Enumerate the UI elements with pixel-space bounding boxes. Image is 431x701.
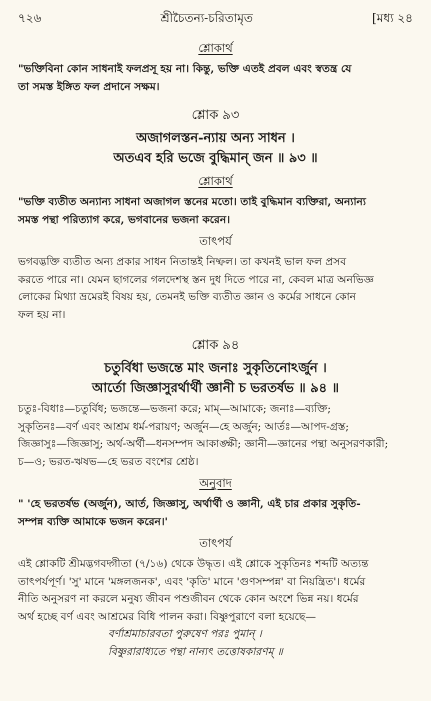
verse-94-purport: এই শ্লোকটি শ্রীমদ্ভগবদ্গীতা (৭/১৬) থেকে উদ্ধৃত। এই শ্লোকে সুকৃতিনঃ শব্দটি অত্যন্ত তাৎপর্যপূর্ণ। 'সু' মানে 'মঙ্গলজনক', এবং 'কৃতি' মানে 'গুণসম্পন্ন' বা নিয়ন্ত্রিত'। ধর্মের নীতি অনুসরণ না করলে মনুষ্য জীবন পশুজীবন থেকে কোন অংশে ভিন্ন নয়। ধর্মের অর্থ হচ্ছে বর্ণ এবং আশ্রমের বিধি পালন করা। বিষ্ণুপুরাণে বলা হয়েছে— bbox=[18, 558, 369, 623]
verse-94-translation: " 'হে ভরতর্ষভ (অর্জুন), আর্ত, জিজ্ঞাসু, অর্থার্থী ও জ্ঞানী, এই চার প্রকার সুকৃতি- সম্পন্ন ব্যক্তি আমাকে ভজন করেন।' bbox=[18, 498, 361, 528]
verse-94-text: চতুর্বিধা ভজন্তে মাং জনাঃ সুকৃতিনোঽর্জুন । আর্তো জিজ্ঞাসুরর্থার্থী জ্ঞানী চ ভরতর্ষভ ॥ ৯৪ ॥ bbox=[92, 361, 339, 396]
vishnu-purana-quote: বর্ণাশ্রমাচারবতা পুরুষেণ পরঃ পুমান্ । বিষ্ণুরারাধ্যতে পন্থা নান্যৎ তত্তোষকারণম্ ॥ bbox=[108, 628, 283, 658]
verse-93-translation: "ভক্তি ব্যতীত অন্যান্য সাধনা অজাগল স্তনের মতো। তাই বুদ্ধিমান ব্যক্তিরা, অন্যান্য সমস্ত পন্থা পরিত্যাগ করে, ভগবানের ভজনা করেন। bbox=[18, 196, 366, 226]
verse-94-synonyms: চতুঃ-বিধাঃ—চতুর্বিধ; ভজন্তে—ভজনা করে; মাম্—আমাকে; জনাঃ—ব্যক্তি; সুকৃতিনঃ—বর্ণ এবং আশ্রম ধর্ম-পরায়ণ; অর্জুন—হে অর্জুন; আর্তঃ—আপদ-গ্রস্ত; জিজ্ঞাসুঃ—জিজ্ঞাসু; অর্থ-অর্থী—ধনসম্পদ আকাঙ্ক্ষী; জ্ঞানী—জ্ঞানের পন্থা অনুসরণকারী; চ—ও; ভরত-ঋষভ—হে ভরত বংশের শ্রেষ্ঠ। bbox=[18, 403, 389, 468]
verse-94-translation-heading: অনুবাদ bbox=[199, 476, 232, 490]
verse-93-text: অজাগলস্তন-ন্যায় অন্য সাধন । অতএব হরি ভজে বুদ্ধিমান্ জন ॥ ৯৩ ॥ bbox=[113, 131, 318, 166]
page-number: ৭২৬ bbox=[18, 11, 42, 25]
verse-93-purport-heading: তাৎপর্য bbox=[199, 234, 232, 248]
verse-93-purport: ভগবদ্ভক্তি ব্যতীত অন্য প্রকার সাধন নিতান্তই নিষ্ফল। তা কখনই ভাল ফল প্রসব করতে পারে না। যেমন ছাগলের গলদেশস্থ স্তন দুধ দিতে পারে না, কেবল মাত্র অনভিজ্ঞ লোকের মিথ্যা ভ্রমেরই বিষয় হয়, তেমনই ভক্তি ব্যতীত জ্ঞান ও কর্মের সাধনে কোন ফল হয় না। bbox=[18, 256, 374, 321]
translation-heading-1: শ্লোকার্থ bbox=[198, 41, 233, 55]
verse-94-heading: শ্লোক ৯৪ bbox=[191, 338, 240, 353]
book-title: শ্রীচৈতন্য-চরিতামৃত bbox=[160, 11, 253, 25]
chapter-section: [মধ্য ২৪ bbox=[372, 11, 413, 25]
verse-93-translation-heading: শ্লোকার্থ bbox=[198, 174, 233, 188]
verse-94-purport-heading: তাৎপর্য bbox=[199, 536, 232, 550]
translation-text-1: "ভক্তিবিনা কোন সাধনাই ফলপ্রসূ হয় না। কিন্তু, ভক্তি এতই প্রবল এবং স্বতন্ত্র যে তা সমস্ত ইঙ্গিত ফল প্রদানে সক্ষম। bbox=[18, 63, 352, 93]
page-header bbox=[18, 10, 413, 30]
verse-93-heading: শ্লোক ৯৩ bbox=[191, 108, 240, 123]
